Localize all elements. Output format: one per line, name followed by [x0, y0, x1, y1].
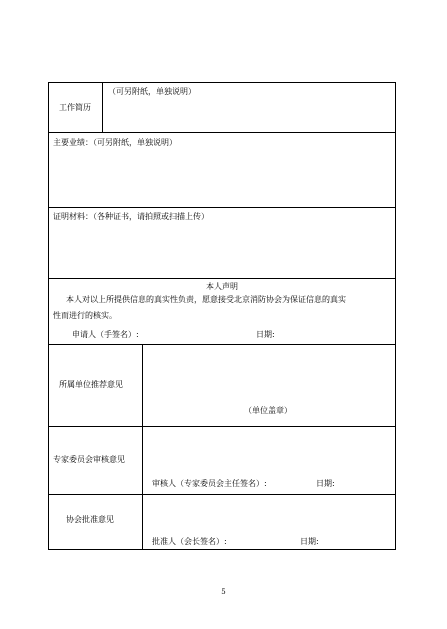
unit-opinion-label: 所属单位推荐意见	[59, 380, 123, 389]
approver-signer-label: 批准人（会长签名）:	[152, 537, 227, 546]
column-divider	[142, 344, 143, 550]
declaration-line-2: 性而进行的核实。	[53, 311, 117, 320]
unit-seal-label: （单位盖章）	[244, 406, 292, 415]
page-number: 5	[221, 588, 226, 596]
achievements-label: 主要业绩：（可另附纸，单独说明）	[53, 138, 177, 147]
row-divider	[48, 132, 396, 133]
applicant-date-label: 日期:	[256, 330, 275, 339]
association-approval-label: 协会批准意见	[66, 515, 114, 524]
row-divider	[48, 344, 396, 345]
work-history-label: 工作简历	[59, 103, 91, 112]
approver-date-label: 日期:	[300, 537, 319, 546]
column-divider	[102, 82, 103, 132]
declaration-title: 本人声明	[206, 282, 238, 291]
expert-date-label: 日期:	[316, 479, 335, 488]
expert-opinion-label: 专家委员会审核意见	[53, 455, 125, 464]
row-divider	[48, 494, 396, 495]
row-divider	[48, 207, 396, 208]
work-history-note: （可另附纸，单独说明）	[108, 87, 196, 96]
materials-label: 证明材料：（各种证书，请拍照或扫描上传）	[53, 212, 209, 221]
row-divider	[48, 426, 396, 427]
applicant-signature-label: 申请人（手签名）:	[72, 330, 139, 339]
declaration-line-1: 本人对以上所提供信息的真实性负责，愿意接受北京消防协会为保证信息的真实	[66, 295, 346, 304]
row-divider	[48, 278, 396, 279]
expert-signer-label: 审核人（专家委员会主任签名）:	[152, 479, 267, 488]
